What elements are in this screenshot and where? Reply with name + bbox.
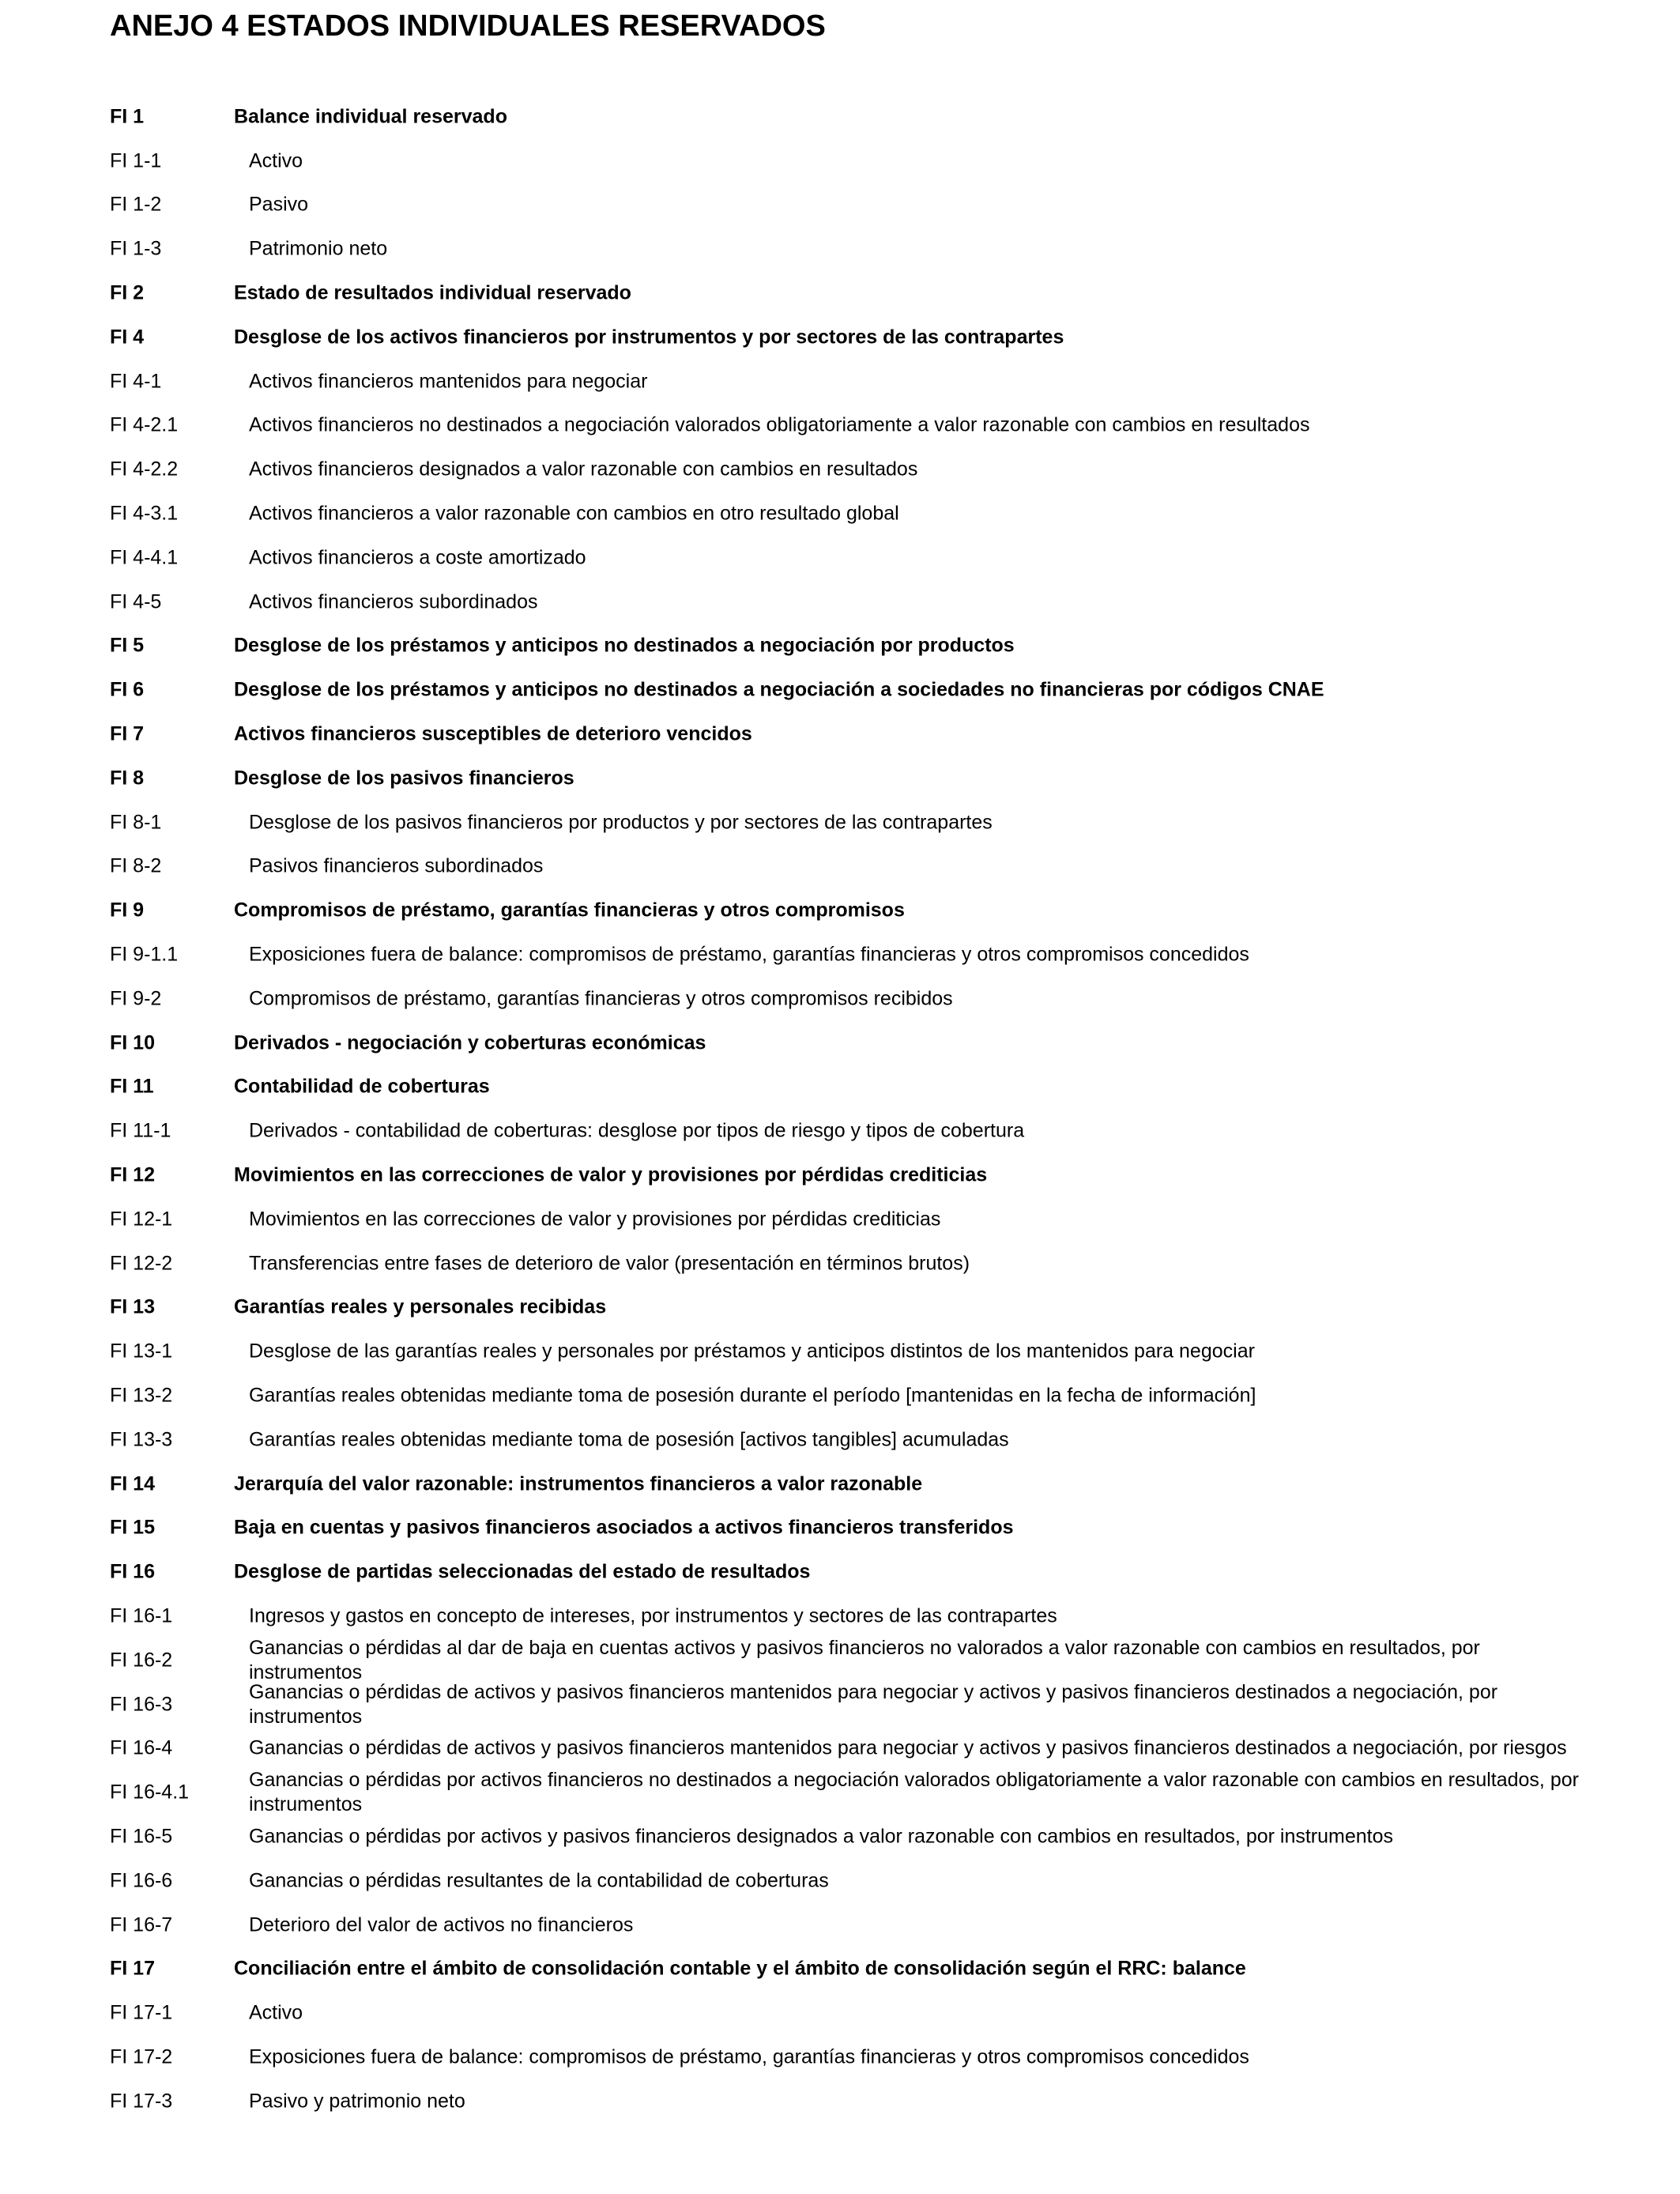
template-description: Conciliación entre el ámbito de consolidación contable y el ámbito de consolidación según el RRC: balance [234,1957,1246,1980]
template-description: Contabilidad de coberturas [234,1075,490,1098]
template-subsection-row [0,1197,1680,1242]
template-subsection-row [0,580,1680,624]
template-code: FI 12 [110,1163,155,1186]
template-code: FI 9-2 [110,987,162,1010]
template-section-row [0,271,1680,315]
template-section-row [0,95,1680,139]
template-code: FI 4-2.1 [110,413,179,436]
template-subsection-row [0,1418,1680,1462]
template-section-row [0,756,1680,801]
page-title: ANEJO 4 ESTADOS INDIVIDUALES RESERVADOS [110,9,826,43]
template-description: Garantías reales obtenidas mediante toma de posesión durante el período [mantenidas en la fecha de información] [249,1384,1256,1407]
template-code: FI 11 [110,1075,154,1098]
template-description: Compromisos de préstamo, garantías financieras y otros compromisos [234,899,905,922]
template-section-row [0,1506,1680,1551]
template-description: Ganancias o pérdidas al dar de baja en cuentas activos y pasivos financieros no valorados a valor razonable con cambios en resultados, por instrumentos [249,1636,1480,1683]
template-code: FI 16-3 [110,1693,173,1716]
template-description: Ganancias o pérdidas de activos y pasivos financieros mantenidos para negociar y activos y pasivos financieros destinados a negociación, por instrumentos [249,1680,1498,1728]
template-code: FI 12-1 [110,1208,173,1231]
template-subsection-row [0,360,1680,404]
template-description: Desglose de partidas seleccionadas del estado de resultados [234,1560,811,1583]
template-subsection-row [0,404,1680,448]
template-code: FI 1-2 [110,193,162,216]
template-code: FI 11-1 [110,1119,171,1142]
template-subsection-row [0,1374,1680,1418]
template-section-row [0,315,1680,360]
template-subsection-row [0,1242,1680,1286]
template-code: FI 14 [110,1472,155,1495]
template-code: FI 15 [110,1516,155,1539]
template-code: FI 4-5 [110,590,162,613]
template-code: FI 16-6 [110,1869,173,1892]
template-description: Desglose de los activos financieros por instrumentos y por sectores de las contrapartes [234,326,1064,349]
template-subsection-row [0,1859,1680,1903]
template-code: FI 4-4.1 [110,546,179,569]
template-subsection-row [0,977,1680,1021]
template-subsection-row [0,845,1680,889]
template-description: Activo [249,149,303,172]
template-section-row [0,1153,1680,1197]
template-description: Desglose de los pasivos financieros [234,767,574,790]
template-code: FI 4-3.1 [110,502,179,525]
template-subsection-row [0,1770,1680,1815]
template-code: FI 2 [110,281,145,304]
template-code: FI 8-2 [110,854,162,877]
template-section-row [0,668,1680,712]
template-code: FI 13 [110,1295,155,1318]
template-description: Derivados - negociación y coberturas económicas [234,1031,706,1054]
template-description: Baja en cuentas y pasivos financieros asociados a activos financieros transferidos [234,1516,1014,1539]
template-subsection-row [0,139,1680,183]
template-section-row [0,1550,1680,1594]
template-section-row [0,1021,1680,1065]
template-index-list [0,95,1680,2124]
template-description: Ganancias o pérdidas por activos y pasivos financieros designados a valor razonable con cambios en resultados, por instrumentos [249,1825,1394,1848]
template-description: Activos financieros subordinados [249,590,538,613]
template-description: Transferencias entre fases de deterioro de valor (presentación en términos brutos) [249,1252,970,1275]
template-code: FI 1 [110,105,145,128]
template-code: FI 6 [110,678,145,701]
template-description: Exposiciones fuera de balance: compromisos de préstamo, garantías financieras y otros compromisos concedidos [249,2045,1249,2068]
template-description: Estado de resultados individual reservado [234,281,631,304]
template-description: Desglose de los préstamos y anticipos no destinados a negociación a sociedades no financieras por códigos CNAE [234,678,1324,701]
template-subsection-row [0,1815,1680,1859]
template-code: FI 13-3 [110,1428,173,1451]
template-subsection-row [0,1726,1680,1770]
template-section-row [0,888,1680,933]
template-description: Deterioro del valor de activos no financieros [249,1913,634,1936]
template-subsection-row [0,227,1680,271]
template-code: FI 16-1 [110,1604,173,1627]
template-code: FI 13-2 [110,1384,173,1407]
template-description: Ganancias o pérdidas resultantes de la contabilidad de coberturas [249,1869,829,1892]
template-subsection-row [0,1638,1680,1683]
template-description: Garantías reales obtenidas mediante toma de posesión [activos tangibles] acumuladas [249,1428,1009,1451]
template-code: FI 4-1 [110,370,162,393]
template-description: Activos financieros designados a valor razonable con cambios en resultados [249,458,918,481]
template-section-row [0,1065,1680,1110]
template-description: Ingresos y gastos en concepto de intereses, por instrumentos y sectores de las contrapartes [249,1604,1057,1627]
template-description: Ganancias o pérdidas de activos y pasivos financieros mantenidos para negociar y activos y pasivos financieros destinados a negociación, por riesgos [249,1736,1567,1759]
template-description: Jerarquía del valor razonable: instrumentos financieros a valor razonable [234,1472,923,1495]
template-description: Desglose de las garantías reales y personales por préstamos y anticipos distintos de los mantenidos para negociar [249,1340,1255,1363]
template-description: Activo [249,2001,303,2024]
template-description: Movimientos en las correcciones de valor y provisiones por pérdidas crediticias [249,1208,941,1231]
template-code: FI 1-1 [110,149,162,172]
template-section-row [0,1286,1680,1330]
template-subsection-row [0,801,1680,845]
template-code: FI 8 [110,767,145,790]
template-subsection-row [0,447,1680,492]
template-code: FI 16 [110,1560,155,1583]
template-description: Garantías reales y personales recibidas [234,1295,607,1318]
template-section-row [0,712,1680,756]
template-description: Derivados - contabilidad de coberturas: desglose por tipos de riesgo y tipos de cobertura [249,1119,1025,1142]
template-description: Activos financieros a coste amortizado [249,546,586,569]
template-section-row [0,624,1680,669]
template-description: Pasivo y patrimonio neto [249,2090,465,2113]
template-subsection-row [0,1680,1680,1728]
template-code: FI 17-3 [110,2090,173,2113]
template-description: Ganancias o pérdidas por activos financieros no destinados a negociación valorados obligatoriamente a valor razonable con cambios en resultados, por instrumentos [249,1769,1579,1816]
template-description: Movimientos en las correcciones de valor y provisiones por pérdidas crediticias [234,1163,988,1186]
template-section-row [0,1462,1680,1506]
template-description: Activos financieros mantenidos para negociar [249,370,648,393]
template-subsection-row [0,183,1680,228]
template-description: Activos financieros a valor razonable con cambios en otro resultado global [249,502,899,525]
template-description: Pasivos financieros subordinados [249,854,544,877]
template-code: FI 4-2.2 [110,458,179,481]
template-code: FI 16-5 [110,1825,173,1848]
template-subsection-row [0,1109,1680,1153]
template-subsection-row [0,1991,1680,2035]
template-code: FI 16-7 [110,1913,173,1936]
template-code: FI 17 [110,1957,155,1980]
template-code: FI 7 [110,722,145,745]
template-code: FI 17-2 [110,2045,173,2068]
template-subsection-row [0,2079,1680,2124]
template-description: Desglose de los préstamos y anticipos no destinados a negociación por productos [234,634,1015,657]
template-code: FI 8-1 [110,811,162,834]
template-subsection-row [0,536,1680,580]
template-code: FI 16-4.1 [110,1781,190,1804]
template-subsection-row [0,1594,1680,1638]
template-code: FI 5 [110,634,145,657]
template-description: Balance individual reservado [234,105,507,128]
template-description: Patrimonio neto [249,237,388,260]
template-code: FI 12-2 [110,1252,173,1275]
template-description: Activos financieros susceptibles de deterioro vencidos [234,722,752,745]
template-code: FI 1-3 [110,237,162,260]
template-section-row [0,1947,1680,1991]
template-subsection-row [0,492,1680,536]
template-code: FI 16-4 [110,1736,173,1759]
template-code: FI 9 [110,899,145,922]
template-description: Pasivo [249,193,309,216]
template-code: FI 4 [110,326,145,349]
template-code: FI 9-1.1 [110,943,179,966]
template-code: FI 13-1 [110,1340,173,1363]
template-code: FI 10 [110,1031,155,1054]
template-code: FI 17-1 [110,2001,173,2024]
template-subsection-row [0,1329,1680,1374]
template-subsection-row [0,1903,1680,1947]
template-subsection-row [0,2035,1680,2079]
template-description: Activos financieros no destinados a negociación valorados obligatoriamente a valor razonable con cambios en resultados [249,413,1310,436]
template-description: Exposiciones fuera de balance: compromisos de préstamo, garantías financieras y otros compromisos concedidos [249,943,1249,966]
template-code: FI 16-2 [110,1649,173,1672]
template-subsection-row [0,933,1680,977]
template-description: Compromisos de préstamo, garantías financieras y otros compromisos recibidos [249,987,953,1010]
template-description: Desglose de los pasivos financieros por productos y por sectores de las contrapartes [249,811,993,834]
